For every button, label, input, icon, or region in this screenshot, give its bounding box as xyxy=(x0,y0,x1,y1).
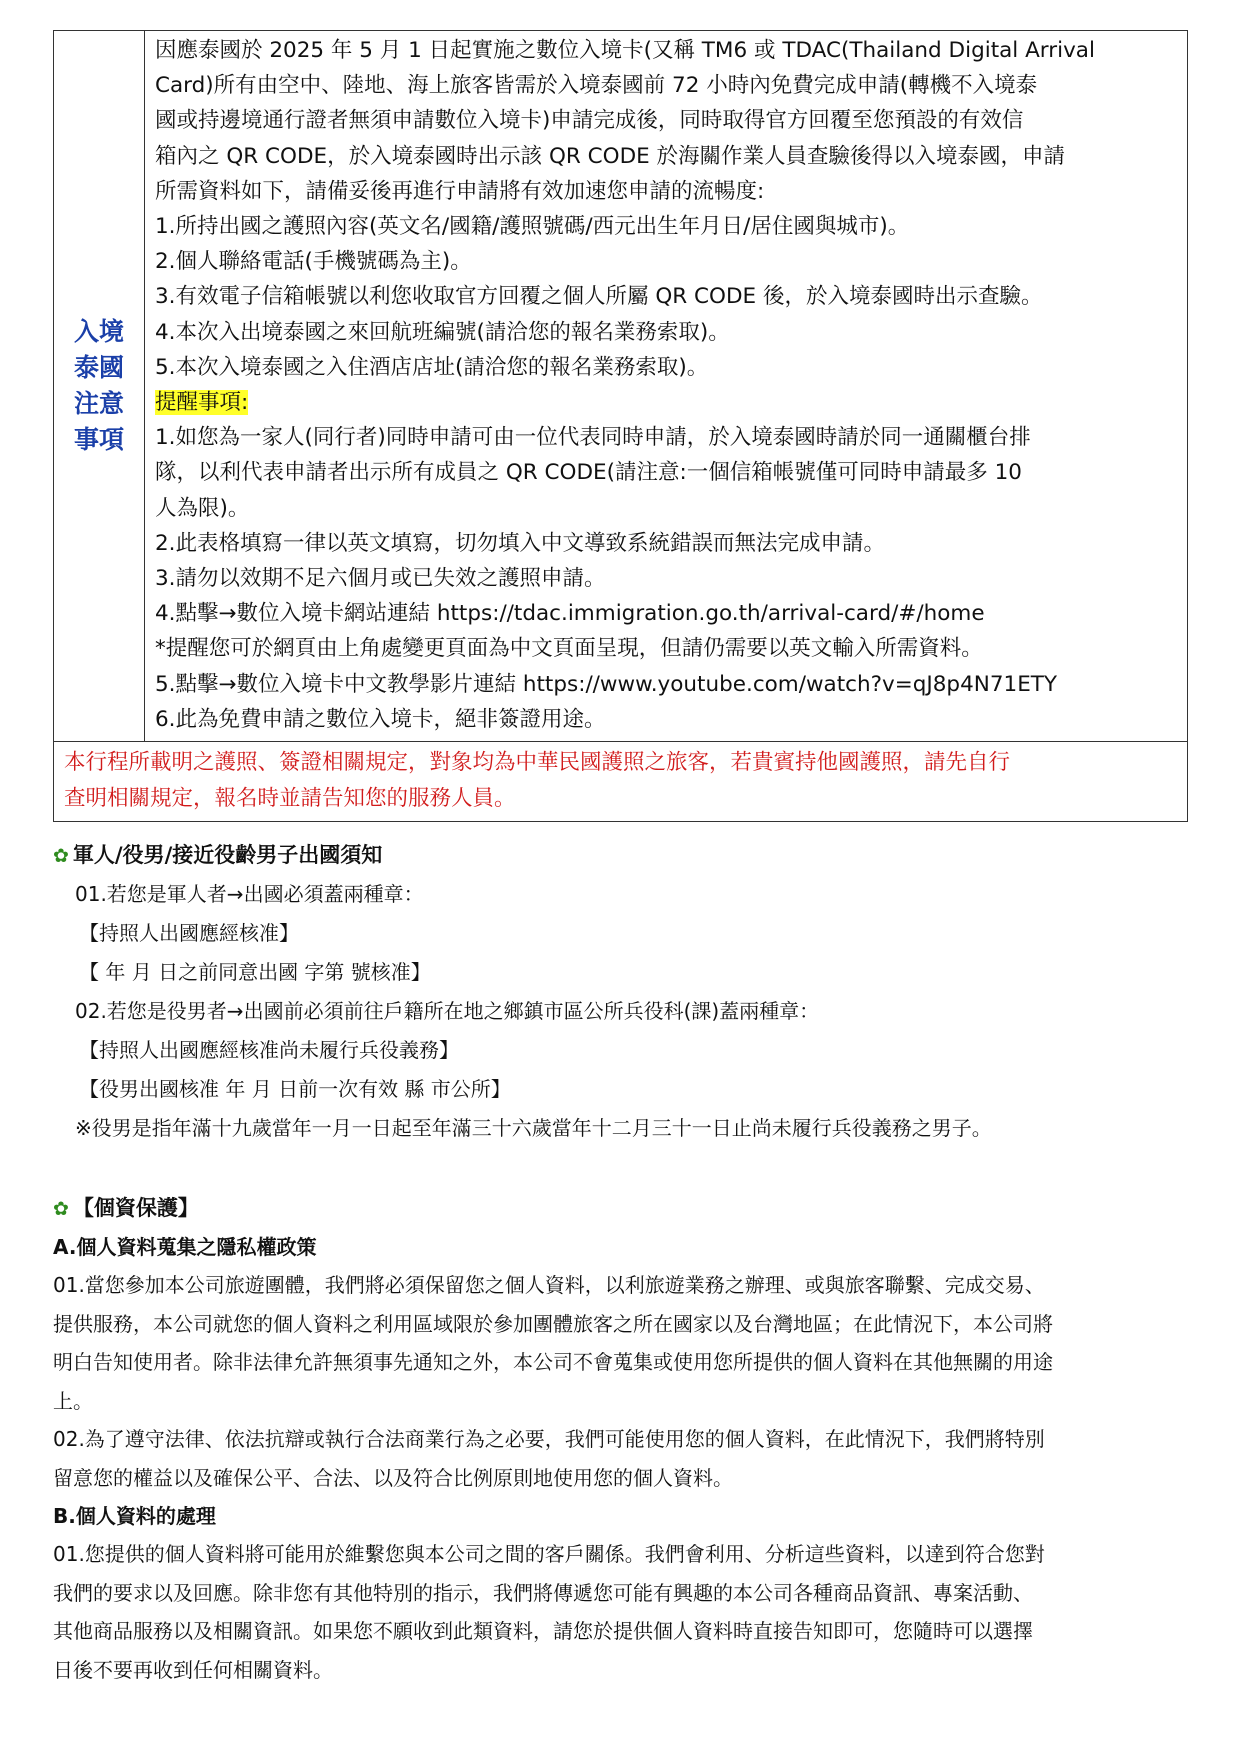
military-row: 【 年 月 日之前同意出國 字第 號核准】 xyxy=(79,960,431,984)
paragraph-line: 02.為了遵守法律、依法抗辯或執行合法商業行為之必要，我們可能使用您的個人資料，在此情況下，我們將特別 xyxy=(53,1427,1045,1451)
notice-line: 因應泰國於 2025 年 5 月 1 日起實施之數位入境卡(又稱 TM6 或 TDAC(Thailand Digital Arrival xyxy=(155,38,1095,63)
paragraph-line: 上。 xyxy=(53,1388,93,1413)
paragraph-line: 01.您提供的個人資料將可能用於維繫您與本公司之間的客戶關係。我們會利用、分析這些資料，以達到符合您對 xyxy=(53,1542,1045,1566)
document-page xyxy=(53,30,1188,1682)
flower-icon: ✿ xyxy=(53,1198,69,1220)
passport-warning xyxy=(54,742,1188,822)
reminder-line: 隊，以利代表申請者出示所有成員之 QR CODE(請注意:一個信箱帳號僅可同時申請最多 10 xyxy=(155,460,1022,486)
side-label-line: 入境 xyxy=(73,317,124,347)
notice-line: 箱內之 QR CODE，於入境泰國時出示該 QR CODE 於海關作業人員查驗後得以入境泰國，申請 xyxy=(155,143,1066,169)
notice-line: 3.有效電子信箱帳號以利您收取官方回覆之個人所屬 QR CODE 後，於入境泰國時出示查驗。 xyxy=(155,284,1043,310)
military-row: 【持照人出國應經核准】 xyxy=(79,921,299,945)
paragraph-line: 01.當您參加本公司旅遊團體，我們將必須保留您之個人資料，以利旅遊業務之辦理、或與旅客聯繫、完成交易、 xyxy=(53,1273,1045,1297)
privacy-heading xyxy=(53,1189,1188,1228)
privacy-a-paragraph-2 xyxy=(53,1420,1188,1497)
notice-body xyxy=(145,31,1188,742)
reminder-line: 2.此表格填寫一律以英文填寫，切勿填入中文導致系統錯誤而無法完成申請。 xyxy=(155,530,886,556)
paragraph-line: 日後不要再收到任何相關資料。 xyxy=(53,1657,333,1682)
reminder-line: 3.請勿以效期不足六個月或已失效之護照申請。 xyxy=(155,566,606,592)
privacy-section-b-title: B.個人資料的處理 xyxy=(53,1504,216,1528)
paragraph-line: 提供服務，本公司就您的個人資料之利用區域限於參加團體旅客之所在國家以及台灣地區；在此情況下，本公司將 xyxy=(53,1311,1053,1336)
side-label-line: 泰國 xyxy=(73,353,124,383)
military-row: 【役男出國核准 年 月 日前一次有效 縣 市公所】 xyxy=(79,1077,511,1101)
notice-line: 1.所持出國之護照內容(英文名/國籍/護照號碼/西元出生年月日/居住國與城市)。 xyxy=(155,214,910,240)
privacy-a-paragraph-1 xyxy=(53,1266,1188,1420)
military-heading-text: 軍人/役男/接近役齡男子出國須知 xyxy=(72,843,383,867)
notice-line: 5.本次入境泰國之入住酒店店址(請洽您的報名業務索取)。 xyxy=(155,354,709,380)
privacy-heading-text: 【個資保護】 xyxy=(72,1196,199,1220)
privacy-b-paragraph-1 xyxy=(53,1535,1188,1689)
notice-line: 所需資料如下，請備妥後再進行申請將有效加速您申請的流暢度: xyxy=(155,178,765,204)
military-row: 01.若您是軍人者→出國必須蓋兩種章： xyxy=(75,882,424,906)
privacy-section xyxy=(53,1189,1188,1689)
notice-line: 4.本次入出境泰國之來回航班編號(請洽您的報名業務索取)。 xyxy=(155,319,730,345)
warning-line: 查明相關規定，報名時並請告知您的服務人員。 xyxy=(64,786,516,812)
paragraph-line: 我們的要求以及回應。除非您有其他特別的指示，我們將傳遞您可能有興趣的本公司各種商品資訊、專案活動、 xyxy=(53,1580,1033,1605)
military-row: ※役男是指年滿十九歲當年一月一日起至年滿三十六歲當年十二月三十一日止尚未履行兵役義務之男子。 xyxy=(75,1116,992,1140)
privacy-section-a-title: A.個人資料蒐集之隱私權政策 xyxy=(53,1235,317,1259)
side-label-line: 注意 xyxy=(73,389,124,419)
warning-line: 本行程所載明之護照、簽證相關規定，對象均為中華民國護照之旅客，若貴賓持他國護照，請先自行 xyxy=(64,750,1011,776)
reminder-line: 1.如您為一家人(同行者)同時申請可由一位代表同時申請，於入境泰國時請於同一通關櫃台排 xyxy=(155,425,1031,451)
reminder-line: 6.此為免費申請之數位入境卡，絕非簽證用途。 xyxy=(155,706,606,732)
notice-line: 國或持邊境通行證者無須申請數位入境卡)申請完成後，同時取得官方回覆至您預設的有效信 xyxy=(155,108,1024,134)
reminder-line: *提醒您可於網頁由上角處變更頁面為中文頁面呈現，但請仍需要以英文輸入所需資料。 xyxy=(155,636,983,662)
flower-icon: ✿ xyxy=(53,845,69,867)
reminder-label: 提醒事項: xyxy=(155,390,249,416)
reminder-line-youtube-link[interactable]: 5.點擊→數位入境卡中文教學影片連結 https://www.youtube.com/watch?v=qJ8p4N71ETY xyxy=(155,671,1058,697)
thailand-entry-notice-table xyxy=(53,30,1188,822)
military-row: 02.若您是役男者→出國前必須前往戶籍所在地之鄉鎮市區公所兵役科(課)蓋兩種章： xyxy=(75,999,820,1023)
notice-line: 2.個人聯絡電話(手機號碼為主)。 xyxy=(155,249,472,275)
military-heading xyxy=(53,836,1188,875)
paragraph-line: 其他商品服務以及相關資訊。如果您不願收到此類資料，請您於提供個人資料時直接告知即可，您隨時可以選擇 xyxy=(53,1619,1033,1643)
military-section xyxy=(53,836,1188,1148)
side-label-line: 事項 xyxy=(73,425,124,455)
military-row: 【持照人出國應經核准尚未履行兵役義務】 xyxy=(79,1038,459,1062)
notice-side-label xyxy=(54,31,145,742)
notice-line: Card)所有由空中、陸地、海上旅客皆需於入境泰國前 72 小時內免費完成申請(轉機不入境泰 xyxy=(155,73,1038,99)
paragraph-line: 明白告知使用者。除非法律允許無須事先通知之外，本公司不會蒐集或使用您所提供的個人資料在其他無關的用途 xyxy=(53,1350,1053,1374)
reminder-line: 人為限)。 xyxy=(155,495,250,521)
paragraph-line: 留意您的權益以及確保公平、合法、以及符合比例原則地使用您的個人資料。 xyxy=(53,1465,733,1490)
reminder-heading xyxy=(155,385,1177,420)
reminder-line-tdac-link[interactable]: 4.點擊→數位入境卡網站連結 https://tdac.immigration.go.th/arrival-card/#/home xyxy=(155,601,985,627)
